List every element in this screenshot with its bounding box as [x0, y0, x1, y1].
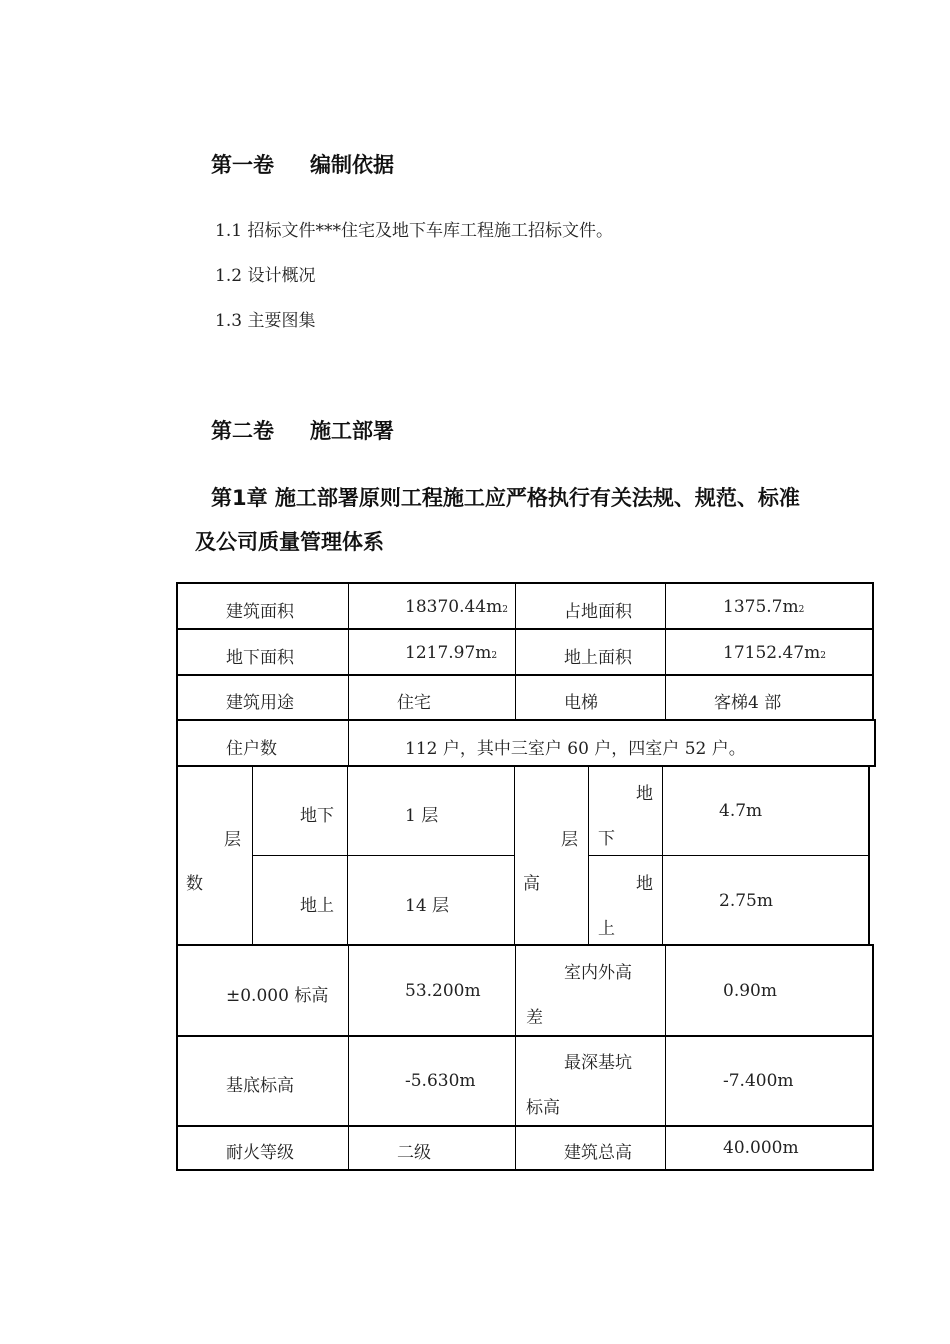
label-floors-aboveground: 地上 [300, 896, 334, 916]
value-underground-area: 1217.97m2 [405, 643, 498, 663]
label-aboveground-area: 地上面积 [564, 648, 632, 668]
label-building-use: 建筑用途 [226, 693, 294, 713]
list-item: 1.3 主要图集 [215, 311, 316, 331]
value-height-underground: 4.7m [719, 801, 763, 821]
list-item: 1.2 设计概况 [215, 266, 316, 286]
label-height-aboveground-a: 地 [636, 874, 653, 894]
label-underground-area: 地下面积 [226, 648, 294, 668]
value-elevation-zero: 53.200m [405, 981, 481, 1001]
value-elevator: 客梯4 部 [714, 693, 782, 713]
value-deepest-pit: -7.400m [723, 1071, 794, 1091]
label-floors-underground: 地下 [300, 806, 334, 826]
label-height-top: 层 [561, 830, 578, 850]
label-floors-bottom: 数 [186, 874, 203, 894]
value-total-height: 40.000m [723, 1138, 799, 1158]
value-floors-underground: 1 层 [405, 806, 439, 826]
value-land-area: 1375.7m2 [723, 597, 805, 617]
volume-1-title: 编制依据 [310, 153, 394, 177]
label-fire-rating: 耐火等级 [226, 1143, 294, 1163]
value-building-use: 住宅 [397, 693, 431, 713]
value-building-area: 18370.44m2 [405, 597, 508, 617]
label-height-underground-a: 地 [636, 784, 653, 804]
label-height-underground-b: 下 [598, 829, 615, 849]
value-base-elevation: -5.630m [405, 1071, 476, 1091]
value-fire-rating: 二级 [397, 1143, 431, 1163]
label-building-area: 建筑面积 [226, 602, 294, 622]
label-elevation-zero: ±0.000 标高 [226, 986, 329, 1006]
label-deepest-pit-a: 最深基坑 [564, 1053, 632, 1073]
label-base-elevation: 基底标高 [226, 1076, 294, 1096]
volume-2-label: 第二卷 [211, 419, 274, 443]
label-land-area: 占地面积 [564, 602, 632, 622]
label-total-height: 建筑总高 [564, 1143, 632, 1163]
label-height-bottom: 高 [523, 874, 540, 894]
value-height-aboveground: 2.75m [719, 891, 773, 911]
label-indoor-outdoor-diff-a: 室内外高 [564, 963, 632, 983]
chapter-title-line2: 及公司质量管理体系 [195, 530, 384, 554]
label-indoor-outdoor-diff-b: 差 [526, 1008, 543, 1028]
label-height-aboveground-b: 上 [598, 919, 615, 939]
value-households: 112 户，其中三室户 60 户，四室户 52 户。 [405, 739, 746, 759]
volume-1-label: 第一卷 [211, 153, 274, 177]
label-deepest-pit-b: 标高 [526, 1098, 560, 1118]
chapter-title-line1: 第1章 施工部署原则工程施工应严格执行有关法规、规范、标准 [211, 486, 800, 510]
label-floors-top: 层 [224, 830, 241, 850]
list-item: 1.1 招标文件***住宅及地下车库工程施工招标文件。 [215, 221, 613, 241]
volume-2-title: 施工部署 [310, 419, 394, 443]
value-aboveground-area: 17152.47m2 [723, 643, 826, 663]
value-floors-aboveground: 14 层 [405, 896, 450, 916]
label-households: 住户数 [226, 739, 277, 759]
value-indoor-outdoor-diff: 0.90m [723, 981, 777, 1001]
label-elevator: 电梯 [564, 693, 598, 713]
